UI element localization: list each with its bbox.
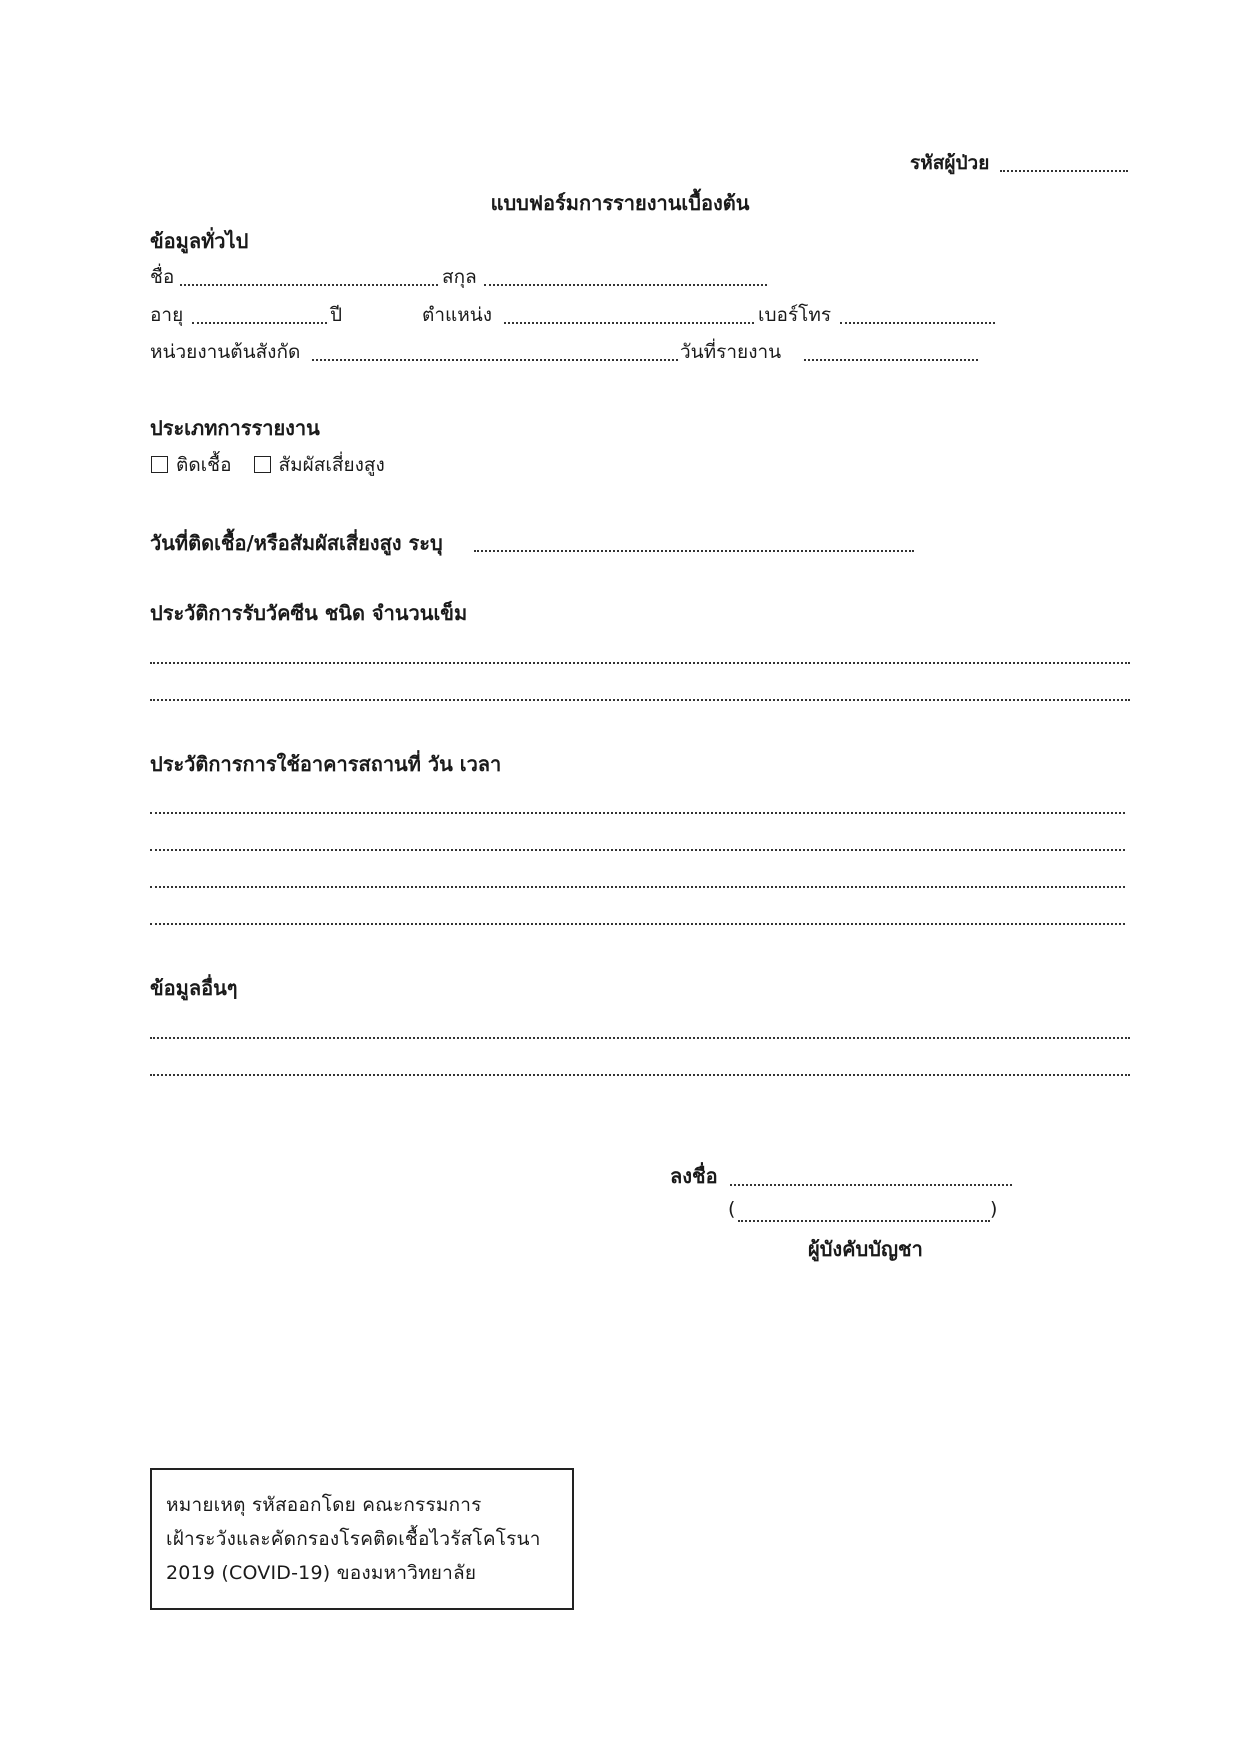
signature-close-paren: ) (990, 1198, 998, 1220)
checkbox-icon[interactable] (151, 456, 168, 473)
patient-code-label: รหัสผู้ป่วย (910, 152, 990, 174)
building-line-3[interactable] (150, 864, 1125, 888)
option-infected[interactable] (151, 454, 231, 476)
position-field[interactable] (504, 300, 754, 324)
phone-field[interactable] (840, 300, 995, 324)
report-date-label: วันที่รายงาน (680, 341, 782, 363)
first-name-field[interactable] (180, 262, 438, 286)
signature-label: ลงชื่อ (670, 1164, 718, 1188)
option-infected-label: ติดเชื้อ (176, 454, 232, 476)
vaccine-line-1[interactable] (150, 640, 1130, 664)
other-line-2[interactable] (150, 1052, 1130, 1076)
building-line-2[interactable] (150, 827, 1125, 851)
infection-date-label: วันที่ติดเชื้อ/หรือสัมผัสเสี่ยงสูง ระบุ (150, 531, 443, 555)
section-heading-other: ข้อมูลอื่นๆ (150, 976, 238, 1000)
department-field[interactable] (312, 337, 678, 361)
position-label: ตำแหน่ง (422, 304, 493, 326)
signer-name-field[interactable] (738, 1198, 990, 1222)
age-label: อายุ (150, 304, 184, 326)
first-name-label: ชื่อ (150, 266, 175, 288)
phone-label: เบอร์โทร (758, 304, 832, 326)
infection-date-field[interactable] (474, 528, 914, 552)
note-line: หมายเหตุ รหัสออกโดย คณะกรรมการ (166, 1494, 482, 1516)
vaccine-line-2[interactable] (150, 677, 1130, 701)
other-line-1[interactable] (150, 1015, 1130, 1039)
report-type-options (151, 450, 385, 480)
note-line: 2019 (COVID-19) ของมหาวิทยาลัย (166, 1562, 477, 1584)
years-label: ปี (330, 304, 343, 326)
signature-role: ผู้บังคับบัญชา (808, 1237, 923, 1261)
section-heading-general: ข้อมูลทั่วไป (150, 229, 249, 253)
option-high-risk-label: สัมผัสเสี่ยงสูง (278, 454, 385, 476)
option-high-risk-contact[interactable] (254, 454, 385, 476)
last-name-field[interactable] (484, 262, 767, 286)
note-line: เฝ้าระวังและคัดกรองโรคติดเชื้อไวรัสโคโรนา (166, 1528, 541, 1550)
signature-field[interactable] (730, 1162, 1012, 1186)
report-date-field[interactable] (804, 337, 978, 361)
note-box (150, 1468, 574, 1610)
building-line-1[interactable] (150, 790, 1125, 814)
department-label: หน่วยงานต้นสังกัด (150, 341, 301, 363)
signature-open-paren: ( (728, 1198, 736, 1220)
form-title: แบบฟอร์มการรายงานเบื้องต้น (490, 191, 750, 215)
patient-code-field[interactable] (1000, 148, 1128, 172)
building-line-4[interactable] (150, 901, 1125, 925)
section-heading-report-type: ประเภทการรายงาน (150, 416, 320, 440)
section-heading-building: ประวัติการการใช้อาคารสถานที่ วัน เวลา (150, 752, 502, 776)
last-name-label: สกุล (442, 266, 477, 288)
section-heading-vaccine: ประวัติการรับวัคซีน ชนิด จำนวนเข็ม (150, 601, 468, 625)
age-field[interactable] (192, 300, 327, 324)
checkbox-icon[interactable] (254, 456, 271, 473)
